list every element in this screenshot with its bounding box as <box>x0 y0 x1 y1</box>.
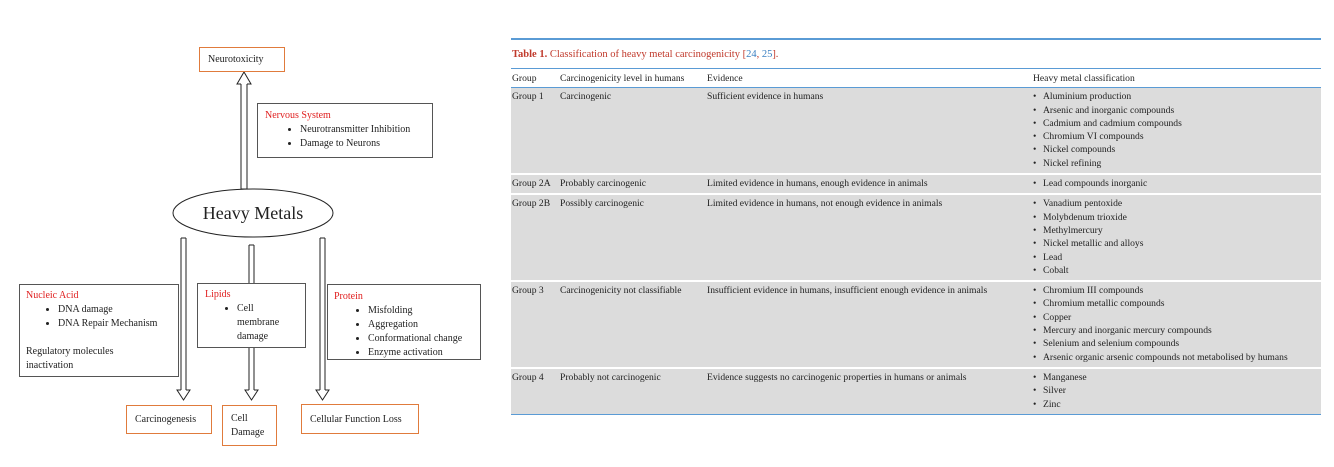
metal-item: • Chromium metallic compounds <box>1043 297 1321 310</box>
nucleic-acid-box <box>19 284 179 377</box>
reference-link-25[interactable]: 25 <box>761 49 773 60</box>
lipids-list <box>205 302 279 344</box>
metal-item: • Nickel refining <box>1043 157 1321 170</box>
metal-item: • Vanadium pentoxide <box>1043 197 1321 210</box>
caption-text: Classification of heavy metal carcinogenicity [ <box>549 49 747 60</box>
list-item: • Damage to Neurons <box>300 137 432 151</box>
protein-box <box>327 284 481 360</box>
table-caption <box>511 40 1321 68</box>
cell-group: Group 3 <box>511 281 559 368</box>
lipids-box <box>197 283 306 348</box>
carcinogenesis-label: Carcinogenesis <box>135 414 197 425</box>
list-item: • Enzyme activation <box>368 346 480 360</box>
cell-group: Group 2B <box>511 194 559 281</box>
nervous-system-box <box>257 103 433 158</box>
cell-metals <box>1032 194 1321 281</box>
metal-item: • Manganese <box>1043 371 1321 384</box>
table-row <box>511 281 1321 368</box>
metal-item: • Lead compounds inorganic <box>1043 177 1321 190</box>
arrow-up-neurotoxicity <box>237 72 251 189</box>
list-item: • Cell membrane damage <box>237 302 279 344</box>
cell-evidence: Sufficient evidence in humans <box>706 88 1032 174</box>
cell-group: Group 2A <box>511 174 559 194</box>
metal-item: • Chromium III compounds <box>1043 284 1321 297</box>
cell-level: Possibly carcinogenic <box>559 194 706 281</box>
cell-damage-box <box>222 405 277 446</box>
metal-item: • Nickel compounds <box>1043 143 1321 156</box>
metal-item: • Mercury and inorganic mercury compounds <box>1043 324 1321 337</box>
protein-list <box>334 304 480 360</box>
metal-item: • Selenium and selenium compounds <box>1043 337 1321 350</box>
nucleic-acid-list <box>26 303 178 331</box>
header-group: Group <box>511 69 559 88</box>
table-row <box>511 174 1321 194</box>
nervous-system-title: Nervous System <box>265 110 331 121</box>
list-item: • Aggregation <box>368 318 480 332</box>
neurotoxicity-box <box>199 47 285 72</box>
carcinogenesis-box <box>126 405 212 434</box>
table-row <box>511 368 1321 414</box>
cell-group: Group 4 <box>511 368 559 414</box>
lipids-title: Lipids <box>205 289 231 300</box>
cell-level: Carcinogenic <box>559 88 706 174</box>
reference-link-24[interactable]: 24 <box>746 49 757 60</box>
metal-item: • Cobalt <box>1043 264 1321 277</box>
metal-item: • Cadmium and cadmium compounds <box>1043 117 1321 130</box>
list-item: • Neurotransmitter Inhibition <box>300 123 432 137</box>
table-label: Table 1. <box>512 49 548 60</box>
protein-title: Protein <box>334 291 363 302</box>
cell-level: Probably carcinogenic <box>559 174 706 194</box>
table-row <box>511 88 1321 174</box>
center-label: Heavy Metals <box>202 203 304 223</box>
carcinogenicity-table-section <box>511 38 1321 415</box>
caption-ref-separator: , <box>756 49 762 60</box>
header-evidence: Evidence <box>706 69 1032 88</box>
cellular-function-loss-label: Cellular Function Loss <box>310 414 402 425</box>
metal-item: • Arsenic and inorganic compounds <box>1043 104 1321 117</box>
metal-item: • Arsenic organic arsenic compounds not metabolised by humans <box>1043 351 1321 364</box>
cell-metals <box>1032 368 1321 414</box>
heavy-metals-diagram <box>0 0 500 467</box>
metal-item: • Lead <box>1043 251 1321 264</box>
cell-metals <box>1032 281 1321 368</box>
cell-metals <box>1032 88 1321 174</box>
cell-metals <box>1032 174 1321 194</box>
carcinogenicity-table <box>511 68 1321 415</box>
list-item: • DNA Repair Mechanism <box>58 317 178 331</box>
cell-level: Carcinogenicity not classifiable <box>559 281 706 368</box>
table-header-row <box>511 69 1321 88</box>
cell-evidence: Limited evidence in humans, enough evidence in animals <box>706 174 1032 194</box>
cellular-function-loss-box <box>301 404 419 434</box>
metal-item: • Molybdenum trioxide <box>1043 211 1321 224</box>
list-item: • Misfolding <box>368 304 480 318</box>
list-item: • DNA damage <box>58 303 178 317</box>
cell-evidence: Evidence suggests no carcinogenic properties in humans or animals <box>706 368 1032 414</box>
metal-item: • Nickel metallic and alloys <box>1043 237 1321 250</box>
metal-item: • Methylmercury <box>1043 224 1321 237</box>
nervous-system-list <box>265 123 432 151</box>
cell-evidence: Limited evidence in humans, not enough evidence in animals <box>706 194 1032 281</box>
caption-end: ]. <box>772 49 779 60</box>
neurotoxicity-label: Neurotoxicity <box>208 54 264 65</box>
metal-item: • Chromium VI compounds <box>1043 130 1321 143</box>
list-item: • Conformational change <box>368 332 480 346</box>
nucleic-acid-note-2: inactivation <box>26 360 74 371</box>
cell-group: Group 1 <box>511 88 559 174</box>
nucleic-acid-note-1: Regulatory molecules <box>26 346 114 357</box>
metal-item: • Zinc <box>1043 398 1321 411</box>
header-classification: Heavy metal classification <box>1032 69 1321 88</box>
metal-item: • Silver <box>1043 384 1321 397</box>
table-row <box>511 194 1321 281</box>
header-level: Carcinogenicity level in humans <box>559 69 706 88</box>
metal-item: • Aluminium production <box>1043 90 1321 103</box>
nucleic-acid-title: Nucleic Acid <box>26 290 79 301</box>
cell-damage-label: Cell Damage <box>231 413 265 438</box>
metal-item: • Copper <box>1043 311 1321 324</box>
cell-evidence: Insufficient evidence in humans, insufficient enough evidence in animals <box>706 281 1032 368</box>
cell-level: Probably not carcinogenic <box>559 368 706 414</box>
